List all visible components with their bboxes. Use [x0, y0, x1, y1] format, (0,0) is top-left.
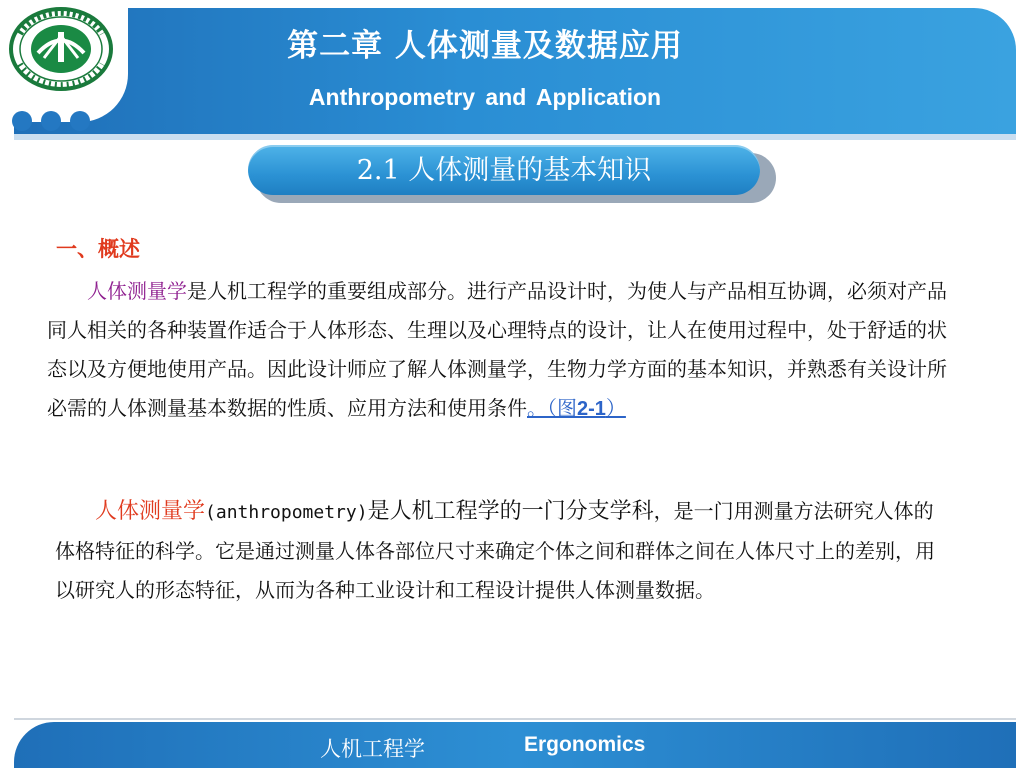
- footer-course-cn: 人机工程学: [320, 737, 425, 761]
- figure-link-suffix: ）: [605, 396, 626, 420]
- footer-bar: [14, 722, 1016, 768]
- logo-area: [0, 0, 128, 122]
- chapter-title: 第二章 人体测量及数据应用: [287, 28, 683, 64]
- term-highlight: 人体测量学: [95, 499, 206, 524]
- term-english: (anthropometry): [205, 502, 368, 523]
- definition-lead: 是人机工程学的一门分支学科: [367, 499, 654, 524]
- section-heading: 一、概述: [56, 237, 140, 261]
- header-shade: [14, 134, 1016, 140]
- dot-icon: [70, 111, 90, 131]
- footer-course-en: Ergonomics: [524, 733, 646, 756]
- intro-paragraph: [47, 272, 959, 429]
- university-logo-icon: [8, 6, 114, 92]
- footer-divider: [14, 718, 1016, 720]
- term-highlight: 人体测量学: [87, 279, 187, 303]
- figure-link-ref: 2-1: [577, 398, 606, 420]
- paragraph-text: ，是一门用测量方法研究人体的体格特征的科学。它是通过测量人体各部位尺寸来确定个体之间和群体之间在人体尺寸上的差别，用以研究人的形态特征，从而为各种工业设计和工程设计提供人体测量数据。: [55, 499, 935, 602]
- section-title-pill: 2.1 人体测量的基本知识: [248, 145, 760, 195]
- dot-icon: [41, 111, 61, 131]
- definition-paragraph: [55, 492, 945, 610]
- decorative-dots: [12, 111, 90, 131]
- figure-link[interactable]: [527, 396, 626, 420]
- figure-link-prefix: 。（图: [527, 396, 577, 420]
- chapter-subtitle: Anthropometry and Application: [308, 84, 662, 110]
- paragraph-text: 是人机工程学的重要组成部分。进行产品设计时，为使人与产品相互协调，必须对产品同人相关的各种装置作适合于人体形态、生理以及心理特点的设计，让人在使用过程中，处于舒适的状态以及方便地使用产品。因此设计师应了解人体测量学，生物力学方面的基本知识，并熟悉有关设计所必需的人体测量基本数据的性质、应用方法和使用条件: [47, 279, 947, 420]
- dot-icon: [12, 111, 32, 131]
